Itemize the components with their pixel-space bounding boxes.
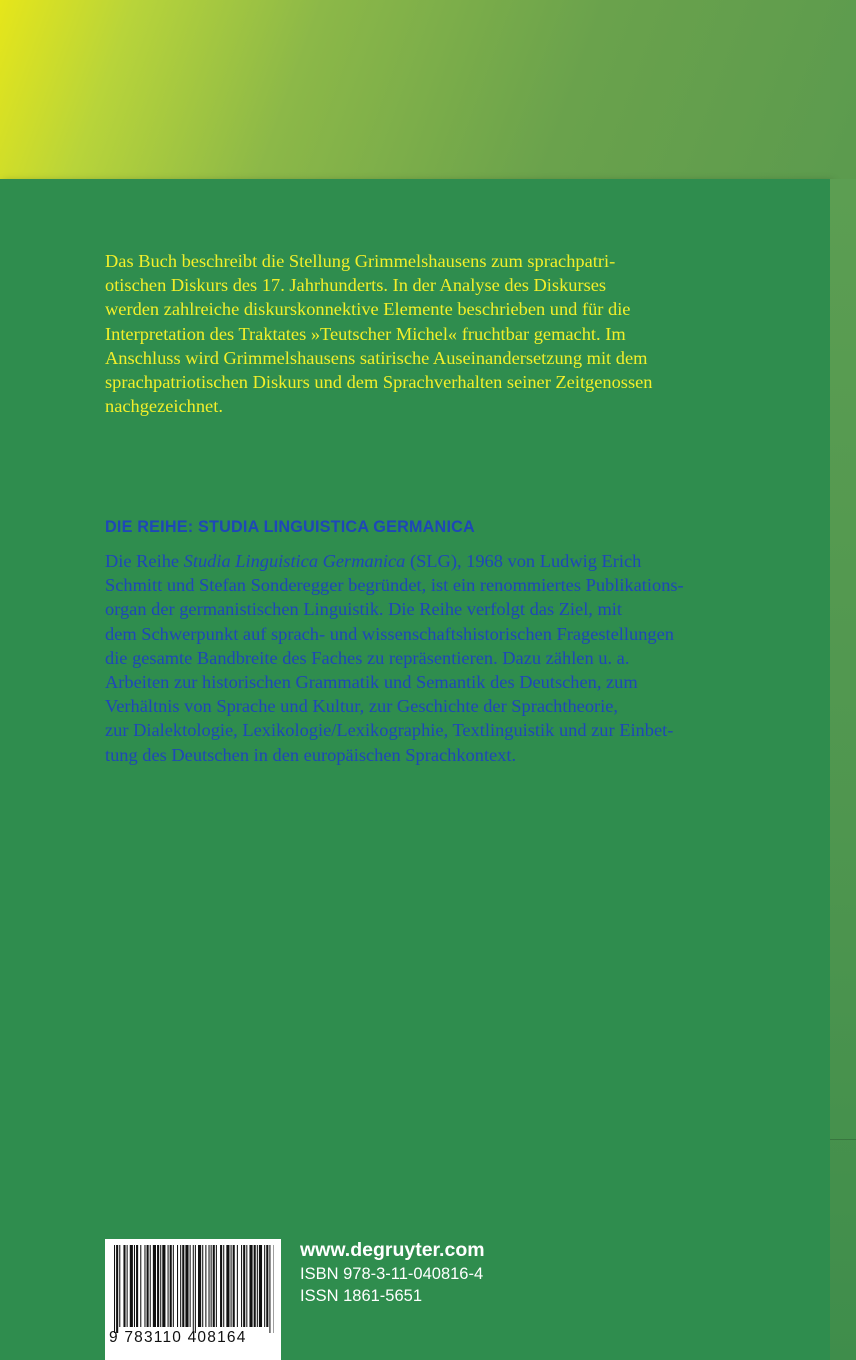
series-line: zur Dialektologie, Lexikologie/Lexikographie, Textlinguistik und zur Einbet- [105,720,674,741]
description-line: sprachpatriotischen Diskurs und dem Sprachverhalten seiner Zeitgenossen [105,372,653,393]
description-line: nachgezeichnet. [105,396,223,417]
barcode-stripe [177,1245,178,1327]
series-line-suffix: (SLG), 1968 von Ludwig Erich [405,551,642,571]
barcode-stripe [269,1245,270,1333]
barcode-stripe [114,1245,115,1333]
description-line: Das Buch beschreibt die Stellung Grimmelshausens zum sprachpatri- [105,251,616,271]
barcode-stripe [127,1245,128,1327]
barcode-stripe [209,1245,210,1327]
publisher-info [300,1237,485,1307]
series-heading: DIE REIHE: STUDIA LINGUISTICA GERMANICA [105,518,475,536]
barcode-stripe [144,1245,145,1327]
series-line: Schmitt und Stefan Sonderegger begründet, ist ein renommiertes Publikations- [105,575,684,596]
barcode-stripe [202,1245,203,1327]
barcode-stripe [237,1245,238,1327]
barcode-stripe [246,1245,247,1327]
barcode-stripe [205,1245,206,1327]
barcode-stripe [116,1245,118,1333]
barcode-stripe [140,1245,141,1327]
barcode-stripe [195,1245,196,1333]
barcode-stripe [134,1245,135,1327]
barcode-bars [114,1245,274,1333]
series-line: die gesamte Bandbreite des Faches zu repräsentieren. Dazu zählen u. a. [105,647,630,668]
issn-text: ISSN 1861-5651 [300,1287,423,1305]
barcode-stripe [182,1245,184,1327]
barcode-stripe [160,1245,161,1327]
series-line [105,551,641,571]
barcode-stripe [123,1245,125,1327]
barcode-stripe [213,1245,215,1327]
barcode-stripe [226,1245,229,1327]
barcode-stripe [130,1245,133,1327]
barcode-stripe [211,1245,212,1327]
barcode-stripe [150,1245,151,1327]
series-line: dem Schwerpunkt auf sprach- und wissenschaftshistorischen Fragestellungen [105,623,674,644]
barcode-stripe [153,1245,156,1327]
series-title-italic: Studia Linguistica Germanica [183,551,406,571]
book-description [105,249,760,418]
barcode-stripe [233,1245,235,1327]
spine-edge [830,179,856,1360]
series-description [105,549,765,767]
barcode-stripe [147,1245,149,1327]
fold-line [830,1139,856,1140]
barcode-stripe [136,1245,138,1327]
barcode-number: 9 783110 408164 [109,1329,247,1346]
barcode-stripe [257,1245,258,1327]
description-line: Interpretation des Traktates »Teutscher Michel« fruchtbar gemacht. Im [105,323,626,344]
barcode-stripe [231,1245,232,1327]
barcode-stripe [216,1245,217,1327]
isbn-barcode [105,1239,281,1360]
barcode-stripe [170,1245,172,1327]
barcode-stripe [264,1245,265,1327]
series-line: Verhältnis von Sprache und Kultur, zur Geschichte der Sprachtheorie, [105,696,619,717]
barcode-stripe [180,1245,181,1327]
barcode-stripe [259,1245,262,1327]
barcode-stripe [220,1245,222,1327]
barcode-stripe [193,1245,194,1333]
isbn-text: ISBN 978-3-11-040816-4 [300,1265,484,1283]
barcode-stripe [241,1245,242,1327]
barcode-stripe [198,1245,201,1327]
barcode-stripe [243,1245,245,1327]
barcode-stripe [168,1245,169,1327]
description-line: werden zahlreiche diskurskonnektive Elemente beschrieben und für die [105,299,631,320]
series-line: Arbeiten zur historischen Grammatik und Semantik des Deutschen, zum [105,672,638,693]
barcode-stripe [266,1245,268,1327]
description-line: Anschluss wird Grimmelshausens satirische Auseinandersetzung mit dem [105,347,648,368]
barcode-stripe [119,1245,120,1327]
description-line: otischen Diskurs des 17. Jahrhunderts. In der Analyse des Diskurses [105,275,607,296]
barcode-stripe [185,1245,188,1327]
publisher-url[interactable]: www.degruyter.com [300,1239,485,1261]
barcode-stripe [223,1245,224,1327]
barcode-stripe [190,1245,191,1327]
barcode-stripe [162,1245,165,1327]
series-line: tung des Deutschen in den europäischen Sprachkontext. [105,744,517,765]
barcode-stripe [157,1245,159,1327]
series-line: organ der germanistischen Linguistik. Die Reihe verfolgt das Ziel, mit [105,599,623,620]
barcode-stripe [254,1245,256,1327]
barcode-stripe [173,1245,174,1327]
barcode-stripe [249,1245,252,1327]
series-line-prefix: Die Reihe [105,551,184,571]
